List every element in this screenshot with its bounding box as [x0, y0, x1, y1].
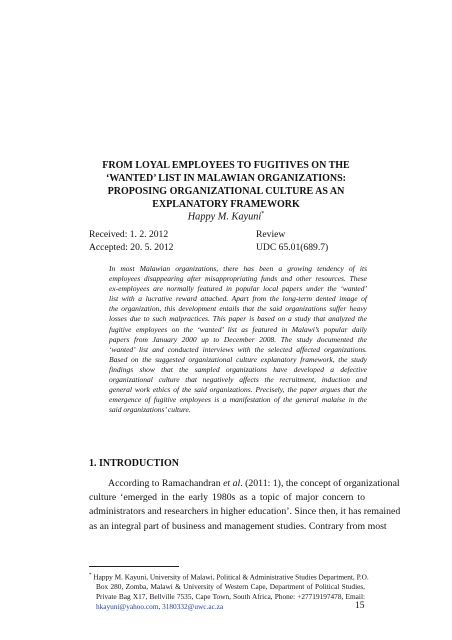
footnote-marker: *	[89, 573, 92, 578]
body-line-1-start: According to Ramachandran	[108, 478, 224, 489]
received-accepted-block	[89, 229, 173, 254]
abstract-line: employees disappearing after misappropriating funds and other resources. These	[109, 274, 367, 284]
abstract-line: ex-employees are normally featured in popular local papers under the ‘wanted’	[109, 284, 367, 294]
abstract-line: papers from January 2000 up to December 2008. The study documented the	[109, 334, 367, 344]
abstract-line: general work ethics of the said organizations. Precisely, the paper argues that the	[109, 385, 367, 395]
abstract-line: organizational culture that negatively affects the recruitment, induction and	[109, 375, 367, 385]
author-name: Happy M. Kayuni	[187, 211, 262, 223]
footnote-line-1: Happy M. Kayuni, University of Malawi, Political & Administrative Studies Department, P.O.	[93, 572, 369, 582]
abstract-line: list with a lucrative reward attached. Apart from the long-term dented image of	[109, 294, 367, 304]
page-number: 15	[355, 601, 365, 611]
paper-title	[90, 159, 362, 211]
body-italic-et-al: et al	[223, 478, 241, 489]
body-line	[89, 477, 400, 491]
body-line-1-end: . (2011: 1), the concept of organizational	[240, 478, 400, 489]
abstract-line: In most Malawian organizations, there has been a growing tendency of its	[109, 264, 367, 273]
body-line: administrators and researchers in higher education’. Since then, it has remained	[89, 506, 401, 518]
section-heading-introduction: 1. INTRODUCTION	[89, 458, 180, 469]
footnote-line	[89, 571, 369, 582]
email-link-yahoo[interactable]: hkayuni@yahoo.com	[96, 601, 159, 611]
footnote-line	[89, 602, 365, 612]
article-type: Review	[256, 229, 286, 240]
abstract-line: said organizations’ culture.	[109, 405, 191, 415]
abstract	[109, 264, 367, 415]
udc-code: UDC 65.01(689.7)	[256, 241, 329, 253]
classification-block	[256, 229, 328, 254]
accepted-date: Accepted: 20. 5. 2012	[89, 241, 174, 253]
email-separator: ,	[158, 601, 163, 611]
abstract-line: the organization, this development entails that the said organizations suffer heavy	[109, 304, 367, 314]
abstract-line: emergence of fugitive employees is a manifestation of the general malaise in the	[109, 395, 367, 405]
body-line: as an integral part of business and management studies. Contrary from most	[89, 520, 387, 532]
abstract-line: Based on the suggested organizational culture explanatory framework, the study	[109, 354, 367, 364]
abstract-line: fugitive employees on the ‘wanted’ list as featured in Malawi’s popular daily	[109, 324, 367, 334]
title-line-4: EXPLANATORY FRAMEWORK	[152, 199, 300, 210]
footnote-line: Box 280, Zomba, Malawi & University of Western Cape, Department of Political Studies,	[96, 582, 365, 592]
abstract-line: ‘wanted’ list and conducted interviews with the selected affected organizations.	[109, 344, 367, 354]
email-link-uwc[interactable]: 3180332@uwc.ac.za	[162, 601, 224, 611]
title-line-1: FROM LOYAL EMPLOYEES TO FUGITIVES ON THE	[102, 160, 350, 171]
author-line	[0, 211, 452, 222]
introduction-paragraph	[89, 477, 401, 534]
body-line: culture ‘emerged in the early 1980s as a topic of major concern to	[89, 492, 365, 504]
received-date: Received: 1. 2. 2012	[89, 229, 169, 240]
title-line-3: PROPOSING ORGANIZATIONAL CULTURE AS AN	[107, 186, 345, 197]
abstract-line: findings show that the sampled organizations have developed a defective	[109, 364, 367, 374]
author-footnote	[89, 571, 369, 611]
title-line-2: ‘WANTED’ LIST IN MALAWIAN ORGANIZATIONS:	[105, 173, 347, 184]
footnote-divider	[89, 566, 179, 567]
author-footnote-marker: *	[261, 211, 265, 217]
footnote-line: Private Bag X17, Bellville 7535, Cape Town, South Africa, Phone: +27719197478, Email:	[96, 591, 365, 601]
abstract-line: losses due to such malpractices. This paper is based on a study that analyzed the	[109, 314, 367, 324]
